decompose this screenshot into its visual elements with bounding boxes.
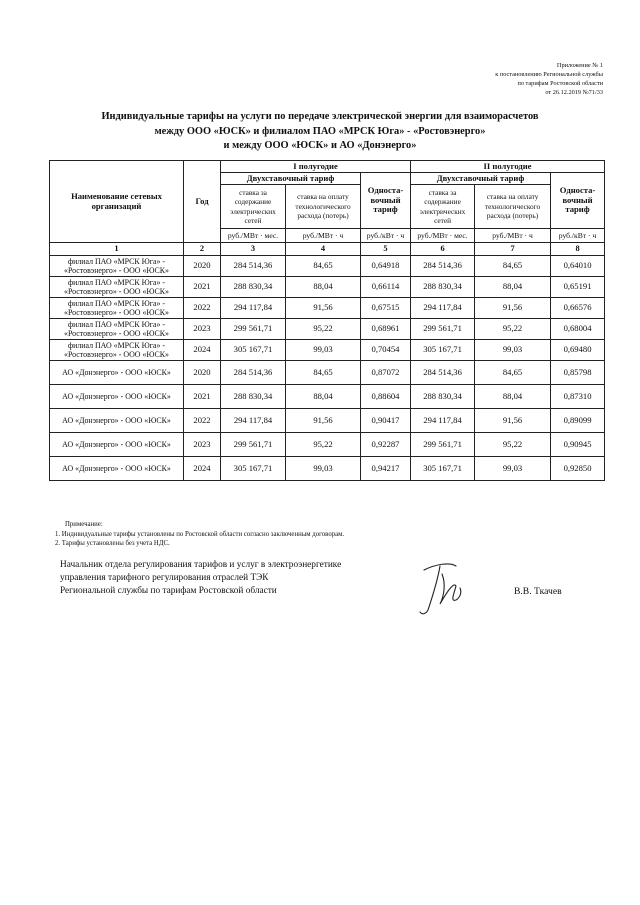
h1-loss-cell: 99,03: [286, 457, 361, 481]
table-row: [50, 277, 605, 298]
notes: [55, 520, 344, 549]
h2-one-part-cell: 0,64010: [551, 256, 605, 277]
h1-maint-cell: 299 561,71: [221, 319, 286, 340]
title-line: Индивидуальные тарифы на услуги по передаче электрической энергии для взаиморасчетов: [101, 111, 539, 122]
h2-one-part-cell: 0,85798: [551, 361, 605, 385]
table-row: [50, 409, 605, 433]
col-number: 5: [361, 243, 411, 256]
h1-loss-cell: 95,22: [286, 433, 361, 457]
col-number: 6: [411, 243, 475, 256]
table-row: [50, 319, 605, 340]
h2-loss-cell: 91,56: [475, 298, 551, 319]
h1-loss-cell: 91,56: [286, 409, 361, 433]
h1-loss-cell: 99,03: [286, 340, 361, 361]
h1-one-part-cell: 0,64918: [361, 256, 411, 277]
h1-one-part-cell: 0,67515: [361, 298, 411, 319]
h2-maint-cell: 305 167,71: [411, 340, 475, 361]
h2-loss-cell: 99,03: [475, 457, 551, 481]
year-cell: 2023: [184, 433, 221, 457]
table-row: [50, 298, 605, 319]
header-rate-loss-2: ставка на оплату технологического расхода (потерь): [475, 185, 551, 229]
h1-maint-cell: 305 167,71: [221, 340, 286, 361]
year-cell: 2020: [184, 256, 221, 277]
h2-maint-cell: 284 514,36: [411, 361, 475, 385]
h2-one-part-cell: 0,90945: [551, 433, 605, 457]
org-cell: АО «Донэнерго» - ООО «ЮСК»: [50, 457, 184, 481]
org-cell: АО «Донэнерго» - ООО «ЮСК»: [50, 433, 184, 457]
year-cell: 2024: [184, 340, 221, 361]
h1-maint-cell: 299 561,71: [221, 433, 286, 457]
h2-one-part-cell: 0,69480: [551, 340, 605, 361]
unit-maint-2: руб./МВт · мес.: [411, 229, 475, 243]
unit-loss-2: руб./МВт · ч: [475, 229, 551, 243]
handwritten-signature: [410, 560, 470, 620]
h1-one-part-cell: 0,70454: [361, 340, 411, 361]
tariff-body: [50, 256, 605, 481]
h1-maint-cell: 288 830,34: [221, 277, 286, 298]
h2-maint-cell: 305 167,71: [411, 457, 475, 481]
h2-one-part-cell: 0,89099: [551, 409, 605, 433]
h2-loss-cell: 99,03: [475, 340, 551, 361]
h2-loss-cell: 88,04: [475, 385, 551, 409]
document-title: [60, 110, 580, 154]
h1-maint-cell: 305 167,71: [221, 457, 286, 481]
appendix-line: по тарифам Ростовской области: [517, 80, 603, 87]
header-rate-maint-2: ставка за содержание электрических сетей: [411, 185, 475, 229]
col-number: 1: [50, 243, 184, 256]
year-cell: 2022: [184, 298, 221, 319]
table-row: [50, 340, 605, 361]
org-cell: АО «Донэнерго» - ООО «ЮСК»: [50, 385, 184, 409]
title-line: между ООО «ЮСК» и филиалом ПАО «МРСК Юга» - «Ростовэнерго»: [154, 125, 486, 137]
header-rate-loss-1: ставка на оплату технологического расхода (потерь): [286, 185, 361, 229]
unit-loss-1: руб./МВт · ч: [286, 229, 361, 243]
org-cell: АО «Донэнерго» - ООО «ЮСК»: [50, 361, 184, 385]
h2-loss-cell: 84,65: [475, 361, 551, 385]
h2-one-part-cell: 0,66576: [551, 298, 605, 319]
year-cell: 2024: [184, 457, 221, 481]
header-org: Наименование сетевых организаций: [50, 161, 184, 243]
header-year: Год: [184, 161, 221, 243]
col-number: 7: [475, 243, 551, 256]
h1-maint-cell: 294 117,84: [221, 298, 286, 319]
year-cell: 2022: [184, 409, 221, 433]
h1-one-part-cell: 0,88604: [361, 385, 411, 409]
h1-one-part-cell: 0,68961: [361, 319, 411, 340]
h1-one-part-cell: 0,66114: [361, 277, 411, 298]
h2-maint-cell: 299 561,71: [411, 319, 475, 340]
h2-loss-cell: 88,04: [475, 277, 551, 298]
table-row: [50, 433, 605, 457]
header-rate-maint-1: ставка за содержание электрических сетей: [221, 185, 286, 229]
org-cell: филиал ПАО «МРСК Юга» - «Ростовэнерго» - ООО «ЮСК»: [50, 319, 184, 340]
h2-one-part-cell: 0,87310: [551, 385, 605, 409]
org-cell: филиал ПАО «МРСК Юга» - «Ростовэнерго» - ООО «ЮСК»: [50, 277, 184, 298]
unit-one-2: руб./кВт · ч: [551, 229, 605, 243]
h2-one-part-cell: 0,68004: [551, 319, 605, 340]
h1-maint-cell: 284 514,36: [221, 256, 286, 277]
org-cell: филиал ПАО «МРСК Юга» - «Ростовэнерго» - ООО «ЮСК»: [50, 256, 184, 277]
appendix-line: от 26.12.2019 №71/33: [545, 89, 603, 96]
h2-one-part-cell: 0,92850: [551, 457, 605, 481]
h1-one-part-cell: 0,90417: [361, 409, 411, 433]
appendix-line: Приложение № 1: [556, 62, 603, 69]
h1-one-part-cell: 0,87072: [361, 361, 411, 385]
h2-loss-cell: 95,22: [475, 433, 551, 457]
position-line: Начальник отдела регулирования тарифов и услуг в электроэнергетике: [60, 560, 342, 570]
org-cell: филиал ПАО «МРСК Юга» - «Ростовэнерго» - ООО «ЮСК»: [50, 298, 184, 319]
h1-maint-cell: 284 514,36: [221, 361, 286, 385]
header-half-2: II полугодие: [411, 161, 605, 173]
h2-loss-cell: 95,22: [475, 319, 551, 340]
h2-maint-cell: 284 514,36: [411, 256, 475, 277]
h1-one-part-cell: 0,92287: [361, 433, 411, 457]
position-line: управления тарифного регулирования отраслей ТЭК: [60, 573, 269, 583]
h2-maint-cell: 288 830,34: [411, 277, 475, 298]
h1-loss-cell: 84,65: [286, 361, 361, 385]
table-row: [50, 361, 605, 385]
col-number: 2: [184, 243, 221, 256]
h1-loss-cell: 91,56: [286, 298, 361, 319]
h2-maint-cell: 294 117,84: [411, 409, 475, 433]
unit-maint-1: руб./МВт · мес.: [221, 229, 286, 243]
unit-one-1: руб./кВт · ч: [361, 229, 411, 243]
table-row: [50, 385, 605, 409]
position-line: Региональной службы по тарифам Ростовской области: [60, 586, 277, 596]
header-two-part-2: Двухставочный тариф: [411, 173, 551, 185]
h2-maint-cell: 299 561,71: [411, 433, 475, 457]
col-number: 8: [551, 243, 605, 256]
h1-one-part-cell: 0,94217: [361, 457, 411, 481]
header-one-part-1: Односта-вочный тариф: [361, 173, 411, 229]
year-cell: 2021: [184, 277, 221, 298]
tariff-table: [49, 160, 605, 481]
year-cell: 2020: [184, 361, 221, 385]
h2-one-part-cell: 0,65191: [551, 277, 605, 298]
signatory-name: В.В. Ткачев: [514, 586, 562, 597]
h1-loss-cell: 88,04: [286, 277, 361, 298]
title-line: и между ООО «ЮСК» и АО «Донэнерго»: [223, 140, 417, 151]
table-row: [50, 457, 605, 481]
org-cell: АО «Донэнерго» - ООО «ЮСК»: [50, 409, 184, 433]
h1-loss-cell: 84,65: [286, 256, 361, 277]
col-number: 4: [286, 243, 361, 256]
table-row: [50, 256, 605, 277]
h1-maint-cell: 288 830,34: [221, 385, 286, 409]
h1-loss-cell: 95,22: [286, 319, 361, 340]
year-cell: 2021: [184, 385, 221, 409]
appendix-line: к постановлению Региональной службы: [495, 71, 603, 78]
header-two-part-1: Двухставочный тариф: [221, 173, 361, 185]
col-number: 3: [221, 243, 286, 256]
org-cell: филиал ПАО «МРСК Юга» - «Ростовэнерго» - ООО «ЮСК»: [50, 340, 184, 361]
header-half-1: I полугодие: [221, 161, 411, 173]
h1-loss-cell: 88,04: [286, 385, 361, 409]
h2-loss-cell: 91,56: [475, 409, 551, 433]
notes-heading: Примечание:: [65, 521, 103, 528]
appendix-reference: [495, 61, 603, 97]
note-item: 2. Тарифы установлены без учета НДС.: [55, 540, 170, 548]
h1-maint-cell: 294 117,84: [221, 409, 286, 433]
h2-maint-cell: 288 830,34: [411, 385, 475, 409]
note-item: 1. Индивидуальные тарифы установлены по Ростовской области согласно заключенным договорам.: [55, 530, 345, 538]
signatory-position: [60, 559, 341, 598]
h2-maint-cell: 294 117,84: [411, 298, 475, 319]
header-one-part-2: Односта-вочный тариф: [551, 173, 605, 229]
year-cell: 2023: [184, 319, 221, 340]
h2-loss-cell: 84,65: [475, 256, 551, 277]
